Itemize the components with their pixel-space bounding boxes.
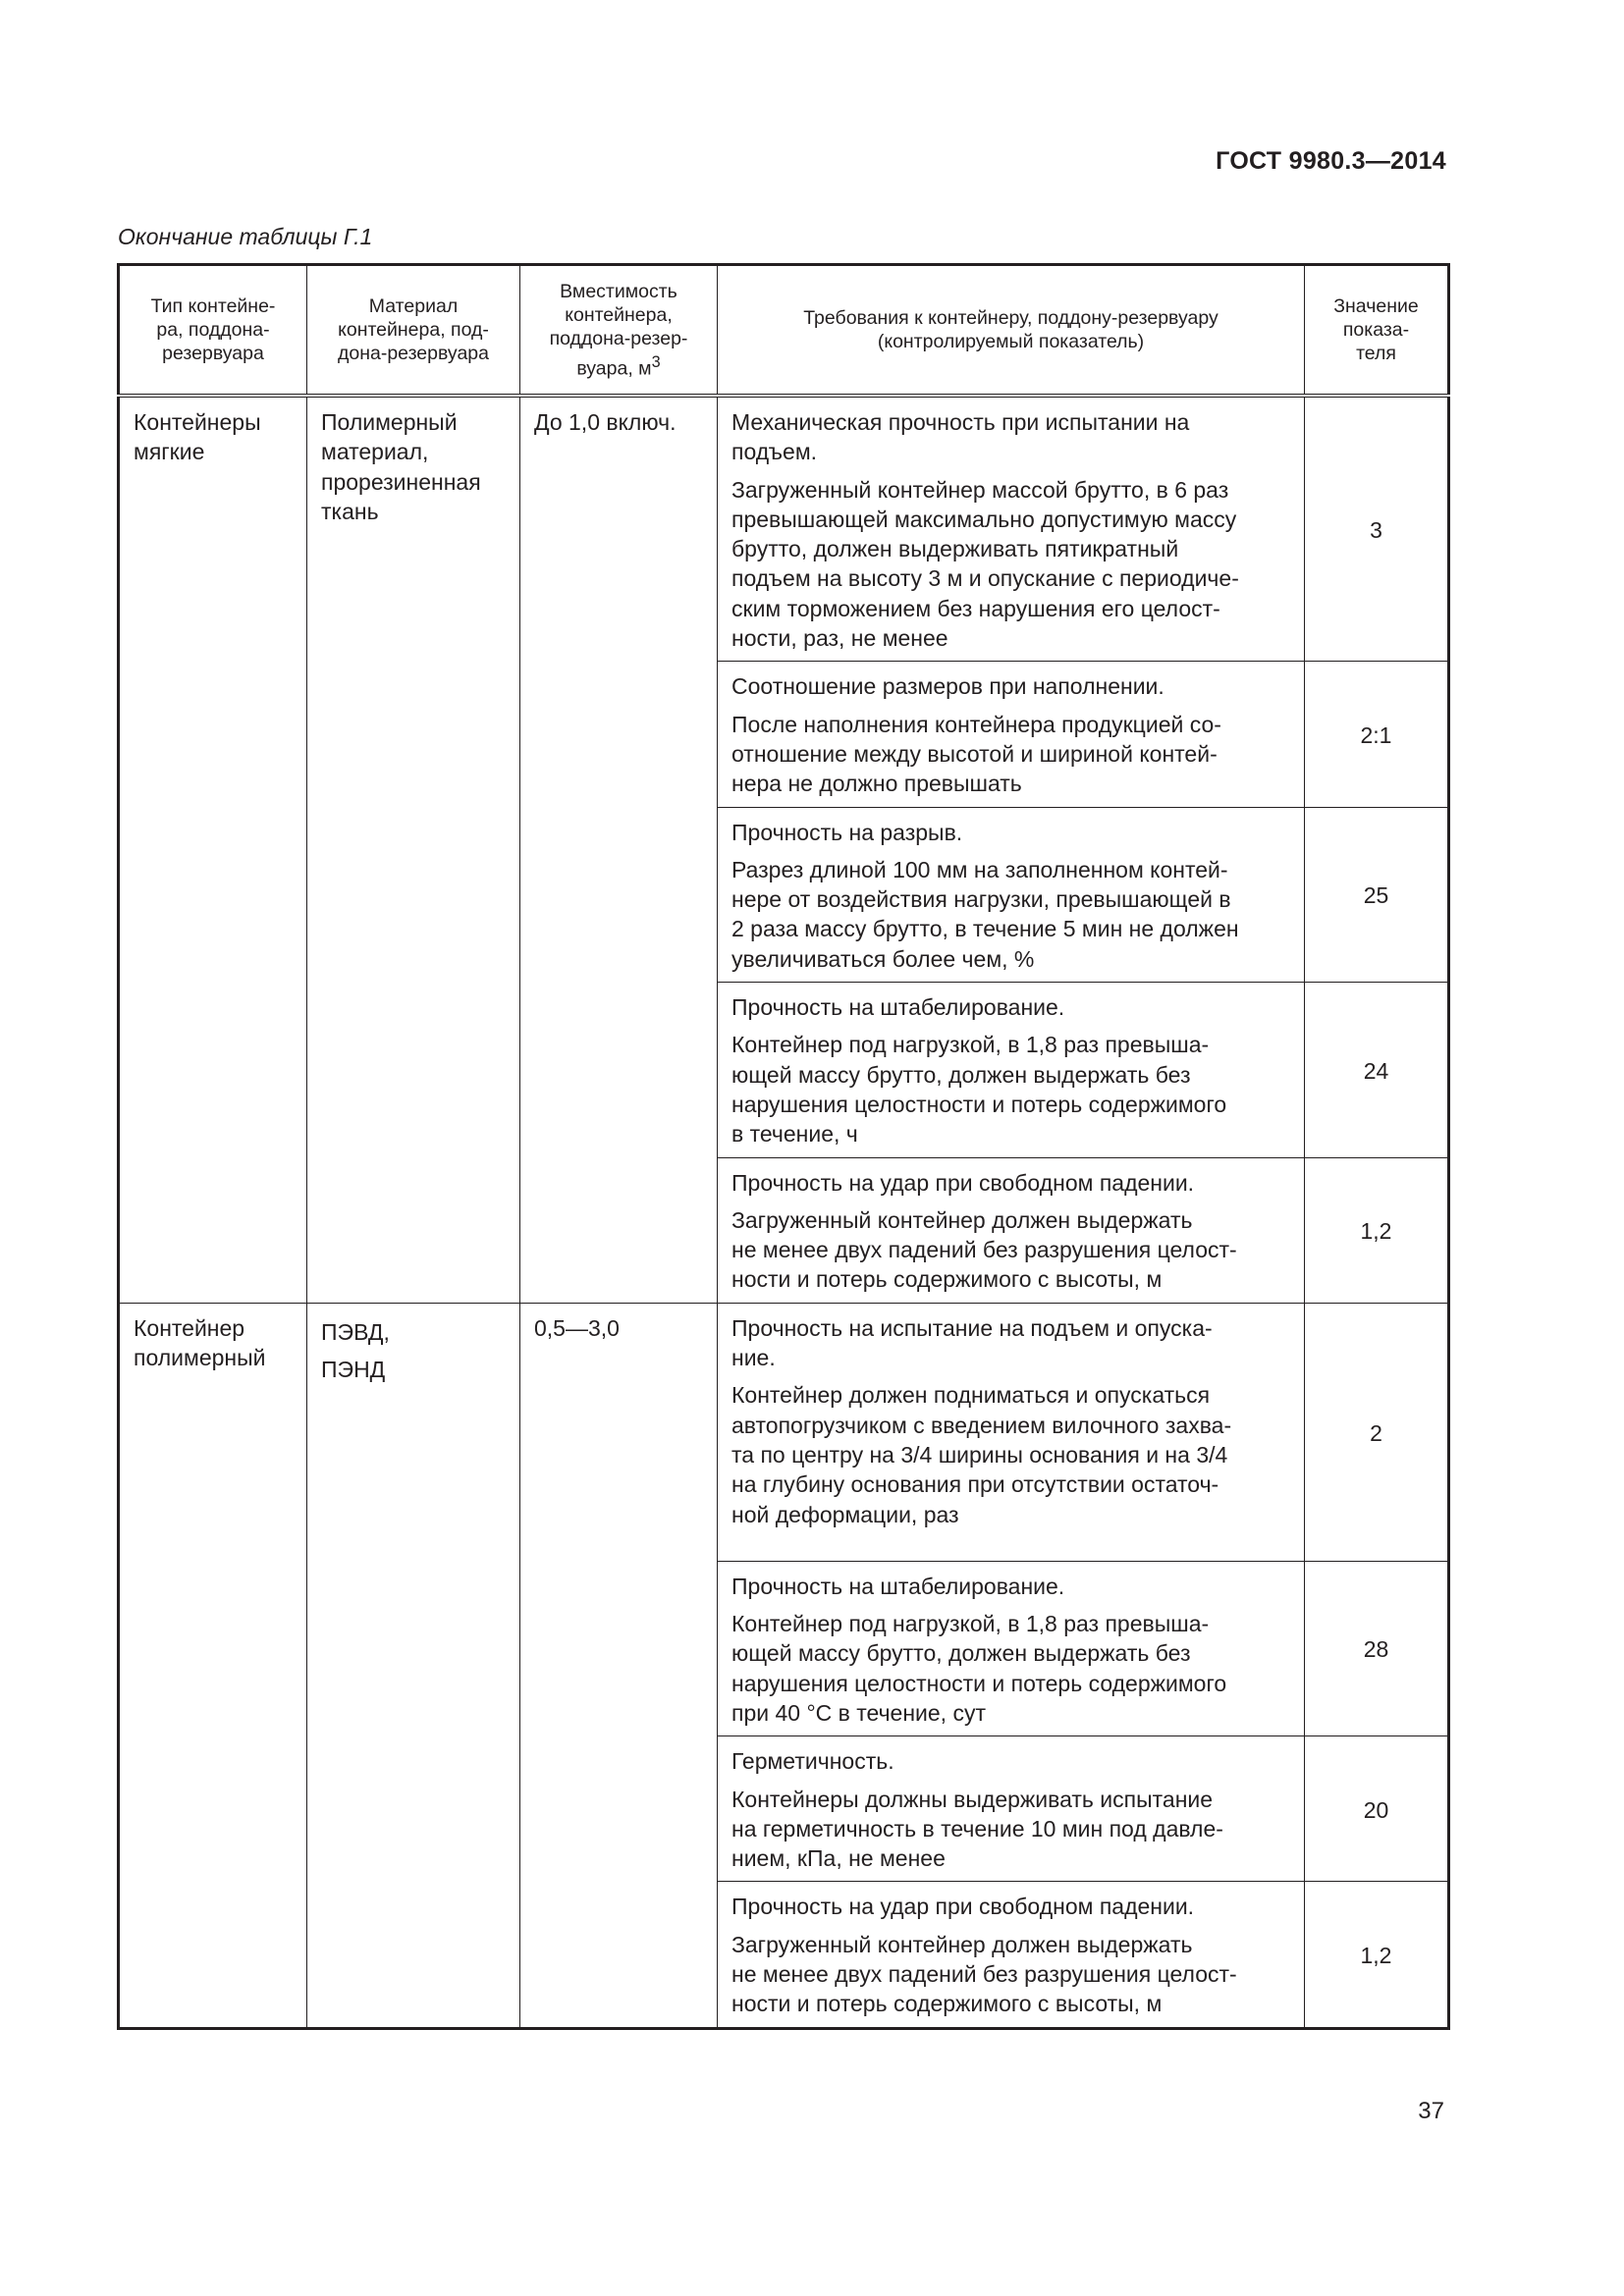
requirement-cell: [718, 1882, 1305, 2028]
requirement-description-line: Загруженный контейнер должен выдержать: [731, 1931, 1193, 1957]
container-type-cell: [119, 1303, 307, 2028]
table-body: [119, 396, 1449, 2028]
requirement-title: [731, 992, 1290, 1022]
requirement-description: [731, 1609, 1290, 1728]
requirement-description-line: ющей массу брутто, должен выдержать без: [731, 1061, 1191, 1088]
requirement-description-line: Контейнер под нагрузкой, в 1,8 раз превыша-: [731, 1611, 1210, 1637]
requirement-description-line: 2 раза массу брутто, в течение 5 мин не должен: [731, 916, 1239, 942]
requirement-description-line: ности и потерь содержимого с высоты, м: [731, 1266, 1163, 1293]
column-header-line: резервуара: [162, 343, 264, 364]
requirement-description-line: нием, кПа, не менее: [731, 1845, 946, 1872]
requirement-description: [731, 855, 1290, 974]
requirement-description-line: нарушения целостности и потерь содержимого: [731, 1091, 1227, 1117]
requirement-description-line: После наполнения контейнера продукцией со-: [731, 711, 1221, 737]
requirements-table: [117, 263, 1450, 2030]
requirement-description-line: та по центру на 3/4 ширины основания и на 3/4: [731, 1441, 1228, 1468]
requirement-description-line: в течение, ч: [731, 1121, 858, 1148]
indicator-value-cell: 2:1: [1305, 662, 1449, 807]
table-header-row: [119, 265, 1449, 397]
container-type-cell: [119, 396, 307, 1303]
indicator-value-cell: 1,2: [1305, 1157, 1449, 1303]
capacity-cell: До 1,0 включ.: [520, 396, 718, 1303]
column-header-line: Требования к контейнеру, поддону-резервуару: [803, 307, 1218, 329]
material-cell: [307, 1303, 520, 2028]
page-number: 37: [1418, 2098, 1444, 2124]
requirement-description-line: Контейнер под нагрузкой, в 1,8 раз превыша-: [731, 1032, 1210, 1058]
container-type-line: Контейнер: [134, 1314, 245, 1341]
requirement-description-line: отношение между высотой и шириной контей-: [731, 740, 1218, 767]
requirement-description-line: на герметичность в течение 10 мин под давле-: [731, 1815, 1223, 1842]
requirement-title: [731, 407, 1290, 467]
requirement-description-line: не менее двух падений без разрушения целост-: [731, 1960, 1237, 1987]
indicator-value-cell: 24: [1305, 983, 1449, 1157]
requirement-description-line: нера не должно превышать: [731, 771, 1022, 797]
column-header-material: [307, 265, 520, 397]
column-header-line: показа-: [1342, 319, 1410, 341]
requirement-title-line: Соотношение размеров при наполнении.: [731, 673, 1164, 700]
requirement-title-line: Прочность на удар при свободном падении.: [731, 1169, 1195, 1196]
indicator-value-cell: 3: [1305, 396, 1449, 662]
requirement-description-line: ности и потерь содержимого с высоты, м: [731, 1991, 1163, 2017]
requirement-title: [731, 1313, 1290, 1373]
material-line: Полимерный: [321, 409, 458, 435]
requirement-description-line: автопогрузчиком с введением вилочного захва-: [731, 1412, 1232, 1438]
material-line: ткань: [321, 498, 379, 524]
requirement-description-line: нере от воздействия нагрузки, превышающей в: [731, 886, 1231, 913]
table-row: [119, 396, 1449, 662]
requirement-description-line: Разрез длиной 100 мм на заполненном контей-: [731, 856, 1228, 882]
indicator-value-cell: 25: [1305, 807, 1449, 982]
requirement-title: [731, 1892, 1290, 1921]
requirement-title-line: ние.: [731, 1345, 776, 1371]
requirement-description-line: увеличиваться более чем, %: [731, 945, 1035, 972]
requirement-description-line: подъем на высоту 3 м и опускание с периодиче-: [731, 565, 1239, 592]
column-header-capacity: [520, 265, 718, 397]
requirement-title-line: Механическая прочность при испытании на: [731, 409, 1190, 435]
column-header-line: теля: [1356, 343, 1396, 364]
material-line: ПЭВД,: [321, 1318, 390, 1345]
requirement-cell: [718, 1736, 1305, 1882]
requirement-description: [731, 1930, 1290, 2019]
requirement-description-line: Загруженный контейнер массой брутто, в 6 раз: [731, 476, 1229, 503]
requirement-description-line: нарушения целостности и потерь содержимого: [731, 1670, 1227, 1696]
requirement-description: [731, 475, 1290, 654]
requirement-description-line: ским торможением без нарушения его целост-: [731, 595, 1220, 621]
container-type-line: полимерный: [134, 1345, 266, 1371]
indicator-value-cell: 2: [1305, 1303, 1449, 1561]
requirement-description: [731, 1030, 1290, 1148]
requirement-cell: [718, 662, 1305, 807]
requirement-title-line: Прочность на удар при свободном падении.: [731, 1894, 1195, 1920]
requirement-title: [731, 1572, 1290, 1601]
requirement-description-line: ющей массу брутто, должен выдержать без: [731, 1640, 1191, 1667]
indicator-value-cell: 20: [1305, 1736, 1449, 1882]
requirement-cell: [718, 1157, 1305, 1303]
column-header-value: [1305, 265, 1449, 397]
requirement-title-line: подъем.: [731, 439, 818, 465]
requirement-cell: [718, 1303, 1305, 1561]
requirement-description-line: ности, раз, не менее: [731, 625, 948, 652]
container-type-line: Контейнеры: [134, 409, 261, 435]
requirement-title-line: Прочность на штабелирование.: [731, 1573, 1065, 1599]
column-header-line: (контролируемый показатель): [877, 331, 1145, 352]
requirement-description: [731, 710, 1290, 799]
requirement-cell: [718, 1561, 1305, 1735]
material-cell: [307, 396, 520, 1303]
indicator-value-cell: 1,2: [1305, 1882, 1449, 2028]
requirement-description: [731, 1205, 1290, 1295]
requirement-title: [731, 671, 1290, 701]
indicator-value-cell: 28: [1305, 1561, 1449, 1735]
requirement-description-line: брутто, должен выдерживать пятикратный: [731, 536, 1179, 562]
document-code: ГОСТ 9980.3—2014: [1216, 147, 1446, 175]
capacity-cell: 0,5—3,0: [520, 1303, 718, 2028]
requirement-cell: [718, 983, 1305, 1157]
column-header-line: Тип контейне-: [150, 295, 276, 317]
column-header-line: контейнера,: [565, 303, 673, 326]
requirement-description-line: Контейнер должен подниматься и опускаться: [731, 1382, 1211, 1409]
unit-superscript: 3: [651, 352, 661, 371]
requirement-title: [731, 1168, 1290, 1198]
requirement-description: [731, 1380, 1290, 1528]
column-header-line: вуара, м: [576, 357, 652, 380]
table-caption: Окончание таблицы Г.1: [118, 224, 373, 249]
requirement-description-line: при 40 °С в течение, сут: [731, 1699, 986, 1726]
requirement-title-line: Прочность на штабелирование.: [731, 994, 1065, 1021]
material-line: ПЭНД: [321, 1356, 386, 1382]
requirement-description: [731, 1785, 1290, 1874]
requirement-cell: [718, 396, 1305, 662]
column-header-container-type: [119, 265, 307, 397]
column-header-line: дона-резервуара: [337, 343, 489, 364]
requirement-description-line: Загруженный контейнер должен выдержать: [731, 1206, 1193, 1233]
column-header-line: Значение: [1333, 295, 1419, 317]
column-header-line: Вместимость: [560, 280, 677, 302]
material-line: материал,: [321, 439, 429, 465]
requirement-description-line: Контейнеры должны выдерживать испытание: [731, 1786, 1214, 1812]
material-line: прорезиненная: [321, 468, 481, 495]
requirement-title: [731, 1746, 1290, 1776]
requirement-description-line: на глубину основания при отсутствии остаточ-: [731, 1471, 1219, 1498]
column-header-line-with-unit: [526, 350, 711, 381]
column-header-line: Материал: [368, 295, 459, 317]
requirement-title-line: Прочность на испытание на подъем и опуска-: [731, 1314, 1213, 1341]
column-header-line: контейнера, под-: [338, 319, 489, 341]
requirement-description-line: не менее двух падений без разрушения целост-: [731, 1237, 1237, 1263]
requirement-cell: [718, 807, 1305, 982]
column-header-line: поддона-резер-: [549, 327, 688, 349]
column-header-requirement: [718, 265, 1305, 397]
table-row: [119, 1303, 1449, 1561]
column-header-line: ра, поддона-: [156, 319, 270, 341]
requirement-title-line: Прочность на разрыв.: [731, 819, 963, 845]
requirement-title-line: Герметичность.: [731, 1748, 894, 1775]
container-type-line: мягкие: [134, 439, 205, 465]
requirement-description-line: ной деформации, раз: [731, 1501, 959, 1527]
requirement-description-line: превышающей максимально допустимую массу: [731, 506, 1237, 532]
requirement-title: [731, 818, 1290, 847]
